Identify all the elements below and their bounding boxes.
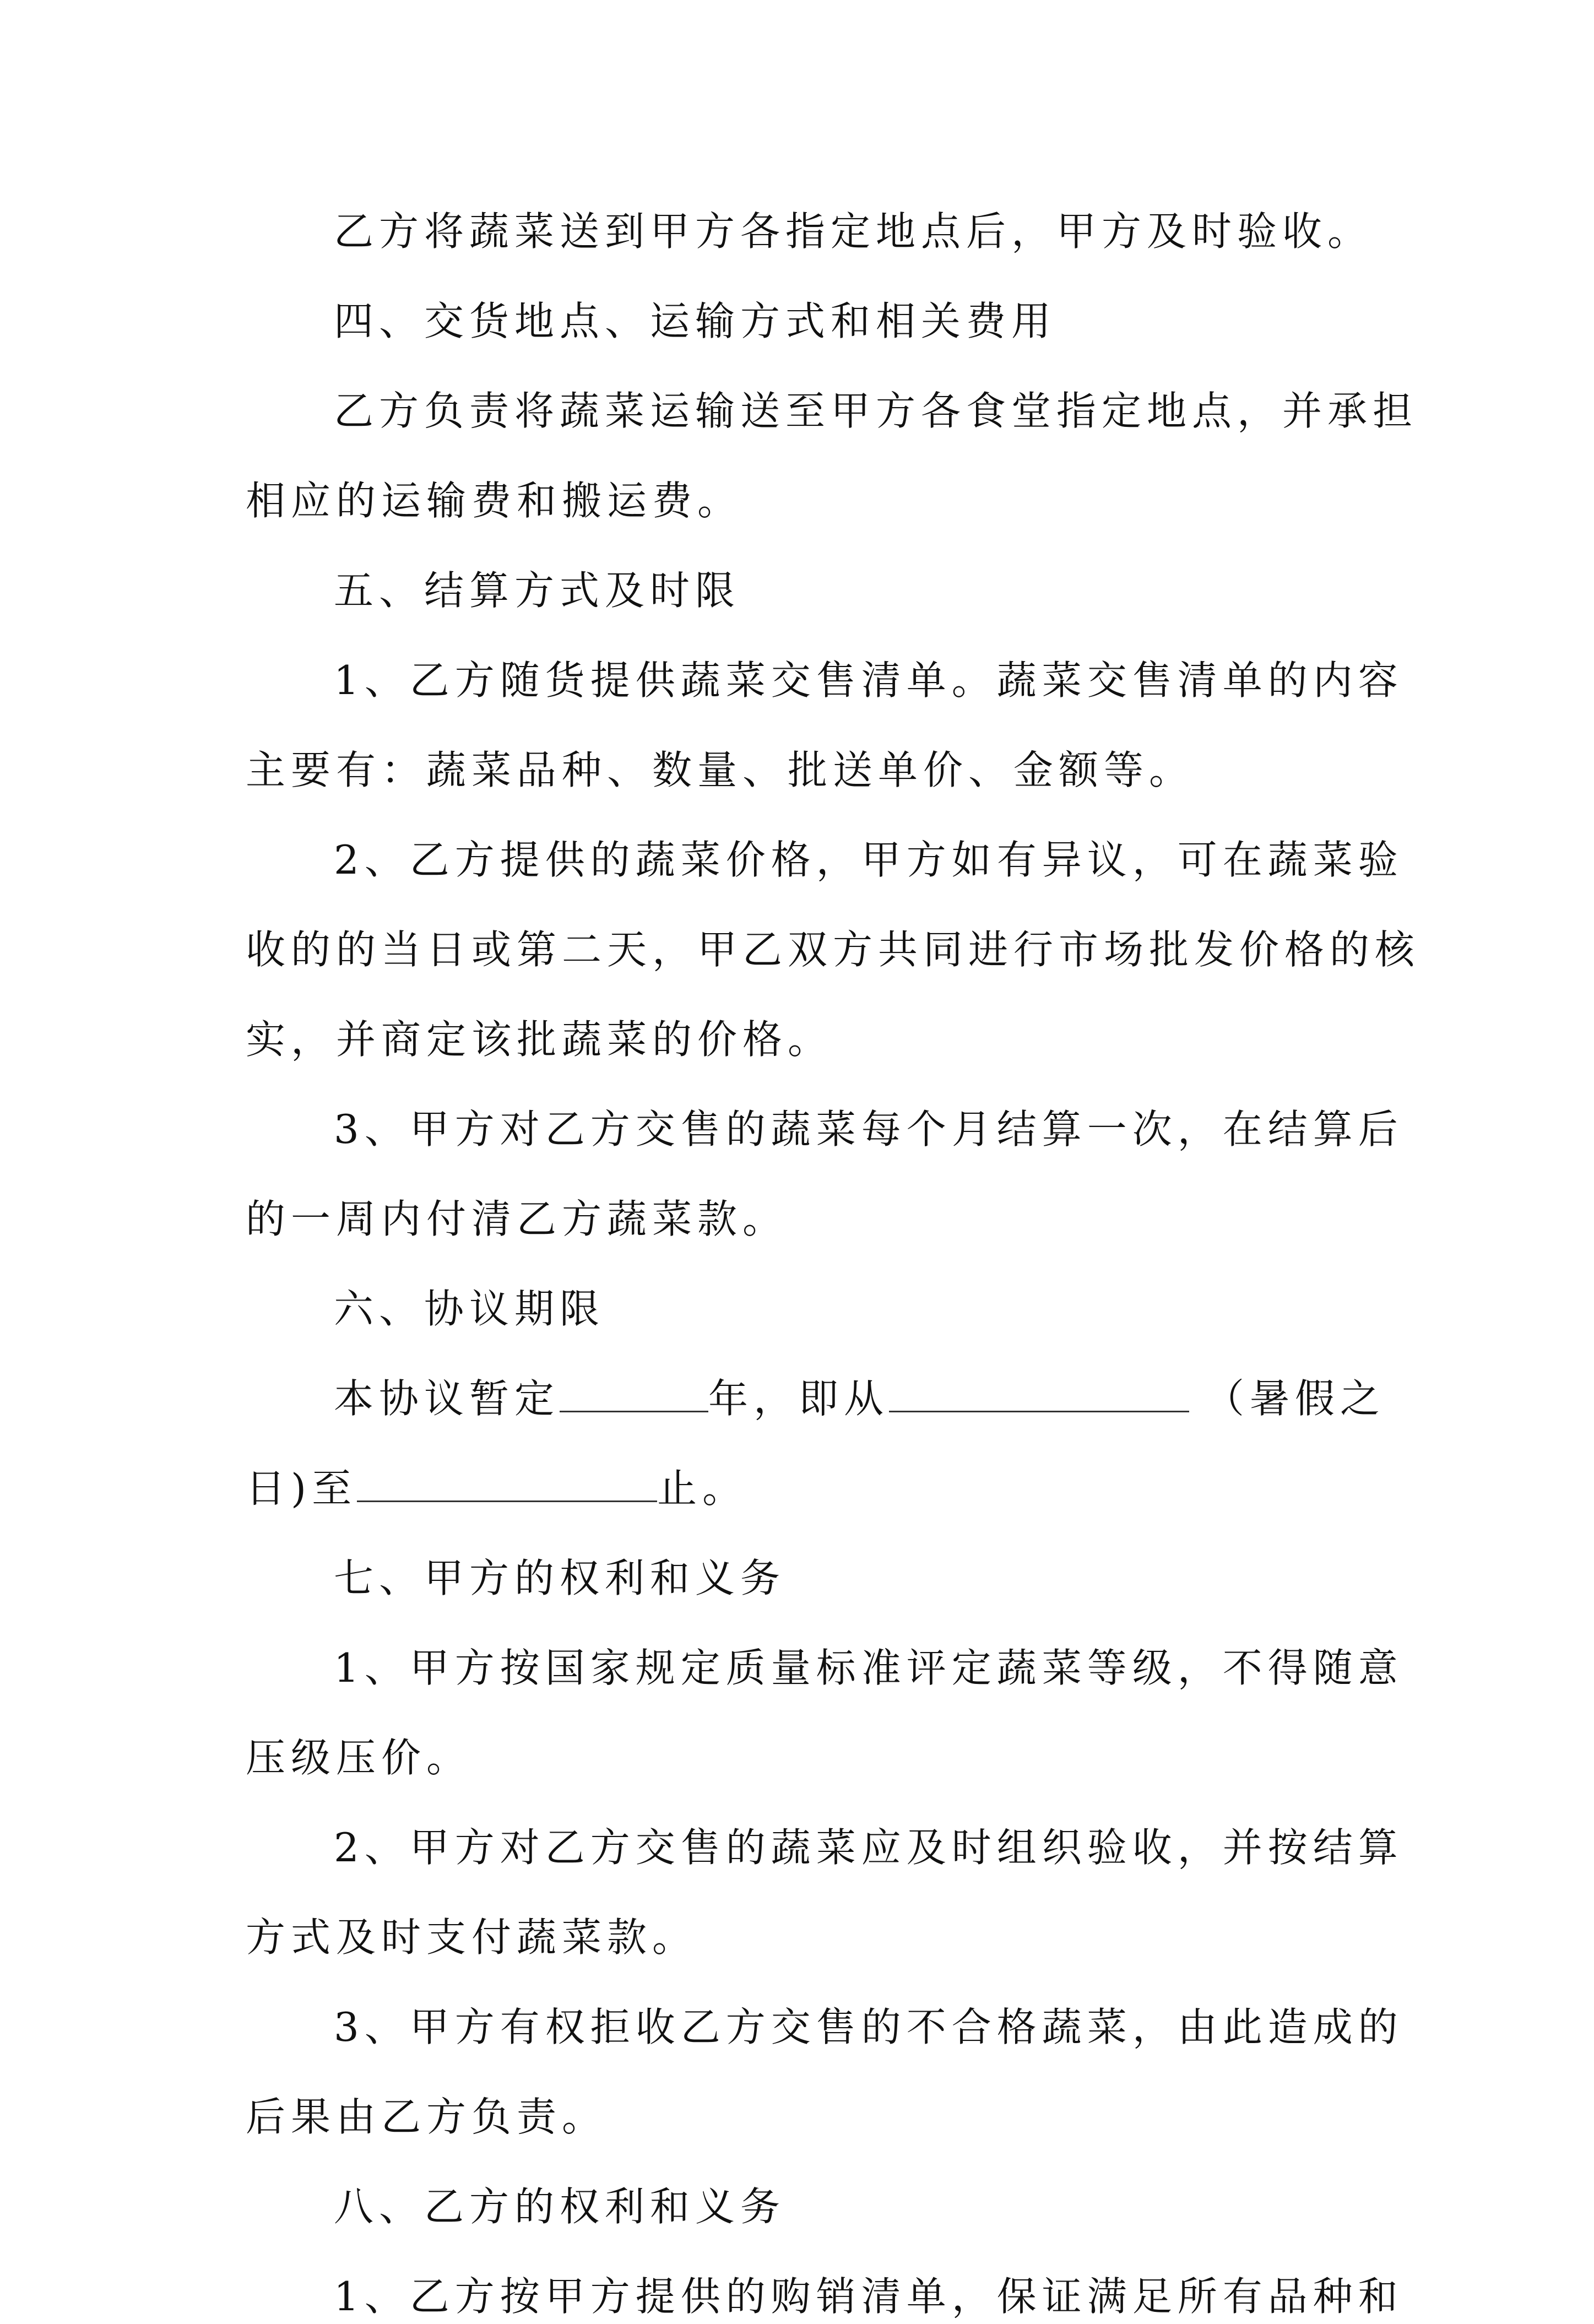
paragraph-transport-line-2: 相应的运输费和搬运费。 [246,478,743,524]
term-text-suffix: （暑假之 [1205,1375,1386,1422]
term-years-blank[interactable] [560,1372,708,1412]
paragraph-settlement-2-line-3: 实，并商定该批蔬菜的价格。 [246,1016,833,1063]
term-end-date-blank[interactable] [357,1462,657,1502]
paragraph-settlement-1-line-2: 主要有：蔬菜品种、数量、批送单价、金额等。 [246,747,1195,793]
heading-party-b-rights: 八、乙方的权利和义务 [334,2184,786,2230]
term-text-until: 日)至 [246,1465,357,1512]
paragraph-party-a-1-line-2: 压级压价。 [246,1735,472,1781]
paragraph-term-line-2 [246,1461,1358,1516]
paragraph-party-a-2-line-2: 方式及时支付蔬菜款。 [246,1914,698,1960]
paragraph-term-line-1 [246,1371,1386,1426]
document-page [246,204,1420,2324]
heading-delivery-location: 四、交货地点、运输方式和相关费用 [334,298,1057,344]
paragraph-settlement-2-line-1: 2、乙方提供的蔬菜价格，甲方如有异议，可在蔬菜验 [334,837,1403,883]
paragraph-party-a-2-line-1: 2、甲方对乙方交售的蔬菜应及时组织验收，并按结算 [334,1824,1403,1871]
paragraph-party-a-3-line-1: 3、甲方有权拒收乙方交售的不合格蔬菜，由此造成的 [334,2004,1403,2050]
heading-settlement: 五、结算方式及时限 [334,567,741,614]
heading-party-a-rights: 七、甲方的权利和义务 [334,1555,786,1601]
term-text-prefix: 本协议暂定 [334,1375,560,1422]
paragraph-settlement-3-line-2: 的一周内付清乙方蔬菜款。 [246,1196,788,1242]
term-start-date-blank[interactable] [889,1372,1189,1412]
paragraph-transport-line-1: 乙方负责将蔬菜运输送至甲方各食堂指定地点，并承担 [334,388,1418,434]
term-text-end: 止。 [657,1465,748,1512]
paragraph-settlement-1-line-1: 1、乙方随货提供蔬菜交售清单。蔬菜交售清单的内容 [334,657,1403,703]
paragraph-settlement-3-line-1: 3、甲方对乙方交售的蔬菜每个月结算一次，在结算后 [334,1106,1403,1152]
term-text-middle: 年，即从 [708,1375,890,1422]
paragraph-party-a-3-line-2: 后果由乙方负责。 [246,2094,608,2140]
paragraph-settlement-2-line-2: 收的的当日或第二天，甲乙双方共同进行市场批发价格的核 [246,927,1420,973]
heading-agreement-term: 六、协议期限 [334,1286,605,1332]
paragraph-delivery-acceptance: 乙方将蔬菜送到甲方各指定地点后，甲方及时验收。 [334,208,1373,254]
paragraph-party-b-1-line-1: 1、乙方按甲方提供的购销清单，保证满足所有品种和 [334,2273,1403,2320]
paragraph-party-a-1-line-1: 1、甲方按国家规定质量标准评定蔬菜等级，不得随意 [334,1645,1403,1691]
